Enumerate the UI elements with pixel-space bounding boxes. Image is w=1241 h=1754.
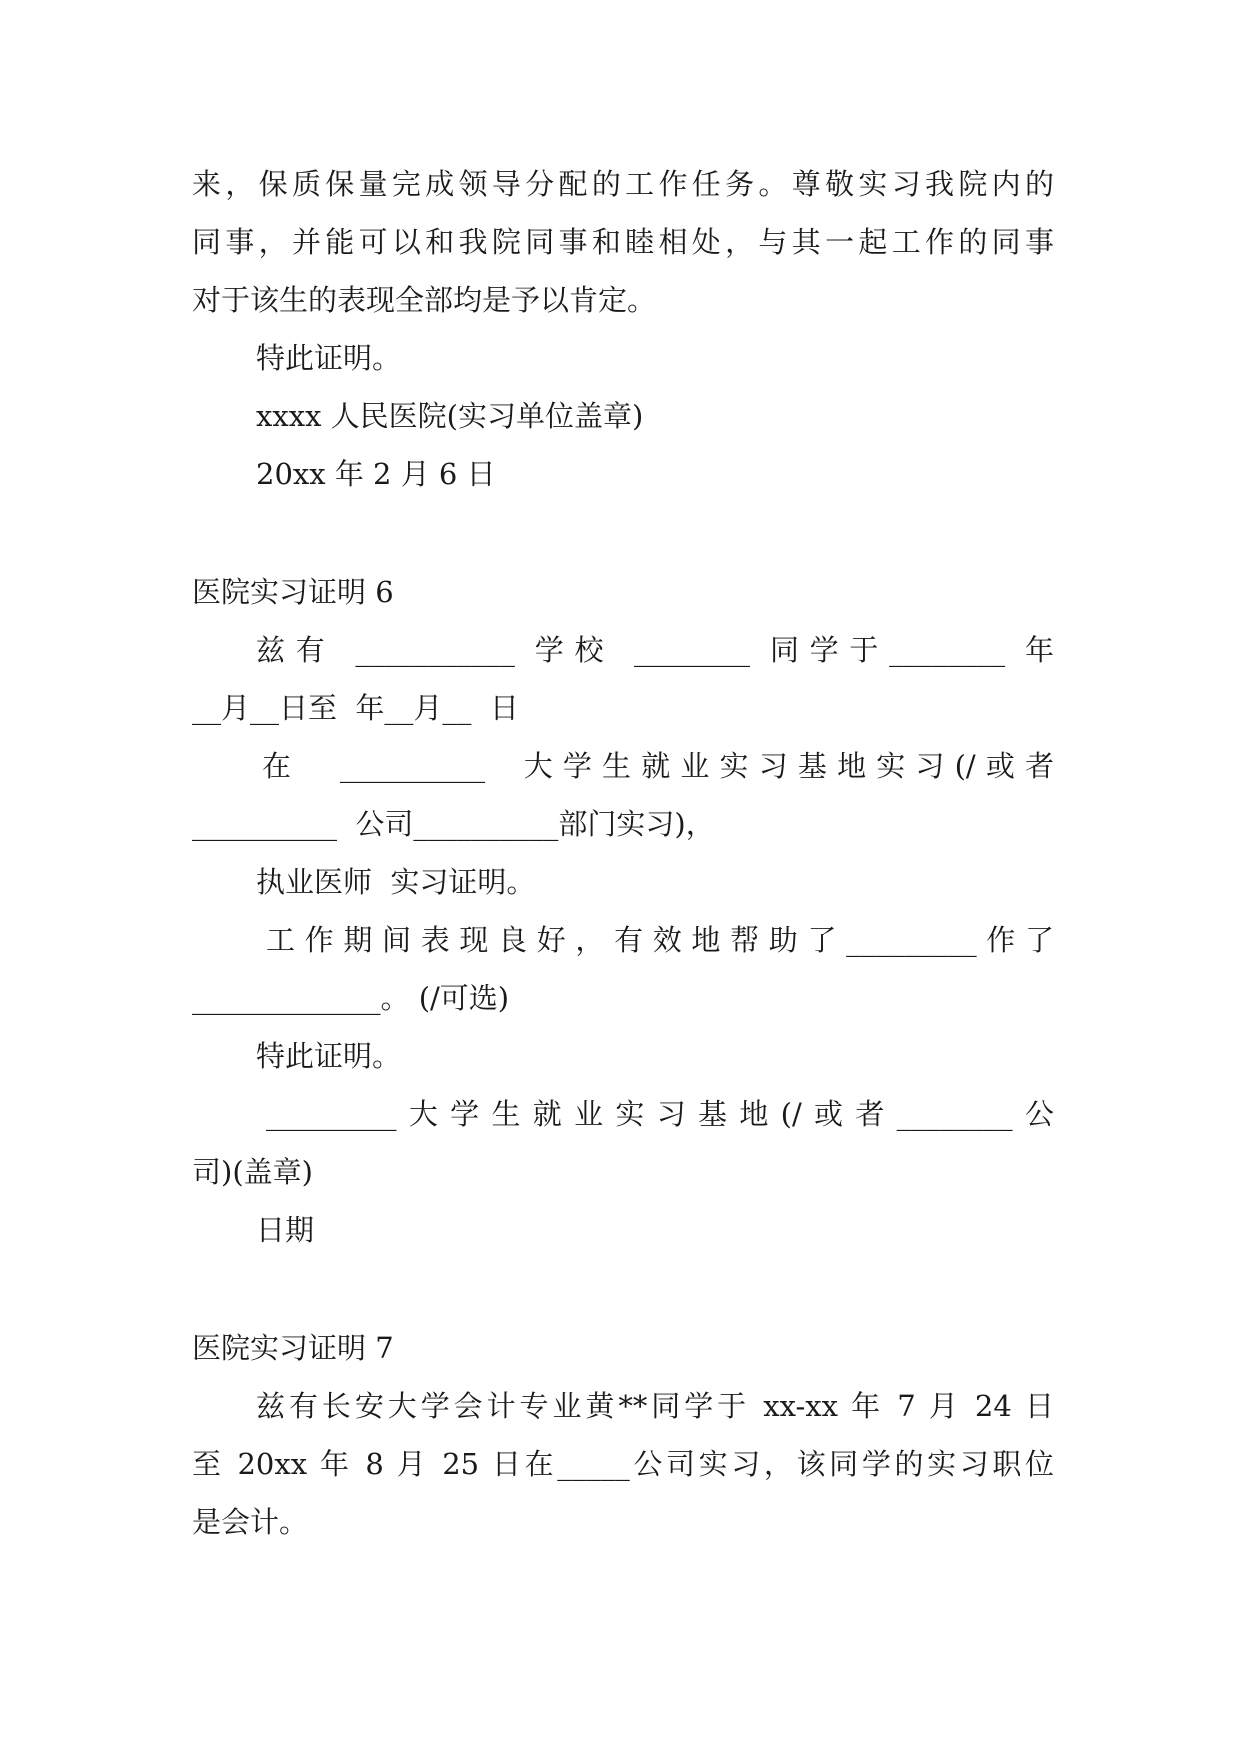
section7-line-2: 至 20xx 年 8 月 25 日在_____公司实习，该同学的实习职位 (192, 1447, 1054, 1481)
section6-date-label: 日期 (256, 1213, 315, 1247)
section6-closing: 特此证明。 (256, 1039, 402, 1073)
prev-paragraph-line-1: 来，保质保量完成领导分配的工作任务。尊敬实习我院内的 (192, 167, 1054, 201)
section6-line-7: _____________。 (/可选) (192, 981, 510, 1015)
section6-line-5: 执业医师 实习证明。 (256, 865, 536, 899)
section7-line-1: 兹有长安大学会计专业黄**同学于 xx-xx 年 7 月 24 日 (256, 1389, 1054, 1423)
section6-line-6: 工作期间表现良好，有效地帮助了_________作了 (266, 923, 1054, 957)
prev-date: 20xx 年 2 月 6 日 (256, 457, 496, 491)
section6-title: 医院实习证明 6 (192, 575, 394, 609)
section7-title: 医院实习证明 7 (192, 1331, 394, 1365)
section6-sign-line-1: _________大学生就业实习基地(/或者________公 (266, 1097, 1054, 1131)
prev-paragraph-line-3: 对于该生的表现全部均是予以肯定。 (192, 283, 657, 317)
section6-line-3: 在 __________ 大学生就业实习基地实习(/或者 (262, 749, 1054, 783)
prev-paragraph-line-2: 同事，并能可以和我院同事和睦相处，与其一起工作的同事 (192, 225, 1054, 259)
section6-line-4: __________ 公司__________部门实习)， (192, 807, 715, 841)
prev-closing: 特此证明。 (256, 341, 402, 375)
prev-signature: xxxx 人民医院(实习单位盖章) (256, 399, 644, 433)
section6-line-1: 兹有 ___________ 学校 ________ 同学于________ 年 (256, 633, 1054, 667)
section7-line-3: 是会计。 (192, 1505, 309, 1539)
section6-sign-line-2: 司)(盖章) (192, 1155, 313, 1189)
section6-line-2: __月__日至 年__月__ 日 (192, 691, 519, 725)
